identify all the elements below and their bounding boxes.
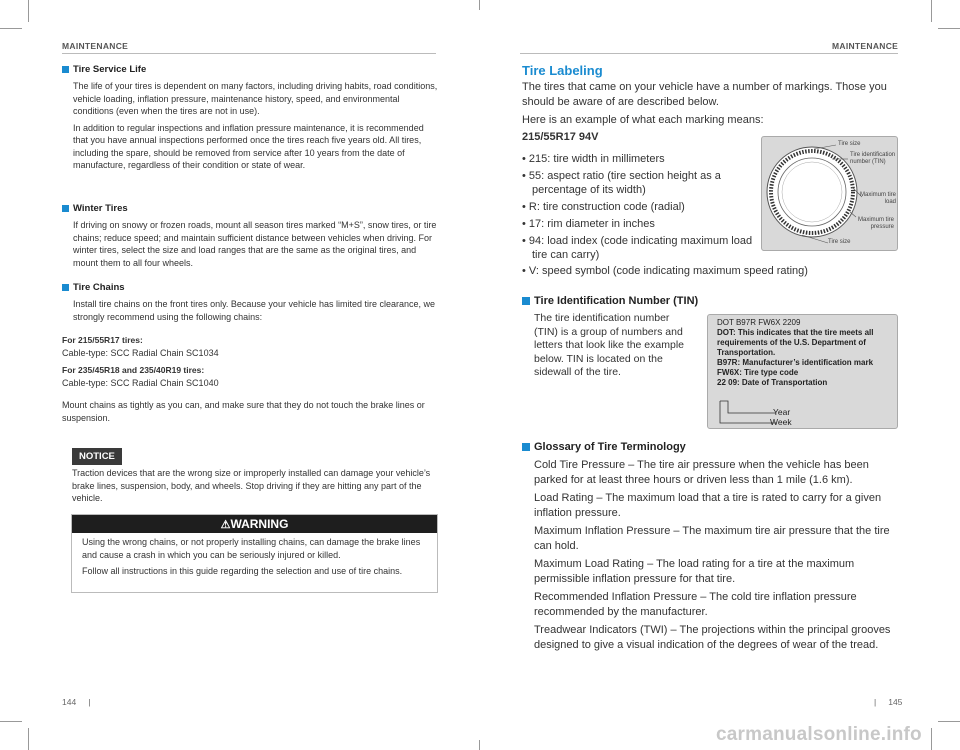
warning-paragraph: Using the wrong chains, or not properly installing chains, can damage the brake lines and cause a crash in which you can be seriously injured or killed. — [82, 537, 421, 560]
tin-year-label: Year — [773, 407, 791, 417]
crop-mark — [0, 28, 22, 29]
winter-tires-paragraph: If driving on snowy or frozen roads, mount all season tires marked “M+S”, snow tires, or tire chains; reduce speed; and maintain sufficient distance between vehicles when driving. For winter tires, select the size and load ranges that are the same as the original tires, and mount them to all four wheels. — [73, 220, 437, 268]
section-square-icon — [62, 205, 69, 212]
diagram-label-max-load: Maximum tire load — [860, 192, 897, 205]
warning-header: ⚠WARNING — [72, 515, 437, 533]
glossary-title: Glossary of Tire Terminology — [522, 441, 686, 453]
tire-code-bullets — [522, 152, 754, 265]
tire-chains-section — [62, 282, 438, 424]
chain-type: Cable-type: SCC Radial Chain SC1034 — [62, 347, 219, 358]
tin-example-box — [707, 314, 898, 429]
warning-triangle-icon: ⚠ — [220, 519, 231, 531]
crop-mark — [28, 728, 29, 750]
tin-fw6x-desc: FW6X: Tire type code — [717, 368, 799, 377]
tire-service-paragraph: In addition to regular inspections and inflation pressure maintenance, it is recommended that you have annual inspections performed once the tires reach five years old. All tires, including the spare, should be removed from service after 10 years from the date of manufacture, regardless of their condition or state of wear. — [73, 122, 424, 170]
chain-size-label: For 235/45R18 and 235/40R19 tires: — [62, 365, 205, 375]
chain-type: Cable-type: SCC Radial Chain SC1040 — [62, 377, 219, 388]
crop-mark — [931, 0, 932, 22]
tire-service-section — [62, 64, 438, 172]
crop-mark — [28, 0, 29, 22]
bullet-item: • R: tire construction code (radial) — [522, 201, 685, 213]
crop-mark — [938, 28, 960, 29]
winter-tires-title: Winter Tires — [62, 203, 438, 214]
left-page-number: 144 | — [62, 697, 91, 707]
tin-description: The tire identification number (TIN) is a group of numbers and letters that look like the example below. TIN is located on the sidewall of the tire. — [534, 312, 684, 378]
tin-dot-desc: DOT: This indicates that the tire meets all requirements of the U.S. Department of Transportation. — [717, 328, 874, 357]
tire-service-title: Tire Service Life — [62, 64, 438, 75]
right-page-number: | 145 — [874, 697, 903, 707]
chain-size-label: For 215/55R17 tires: — [62, 335, 143, 345]
section-square-icon — [62, 284, 69, 291]
glossary-item: Load Rating – The maximum load that a tire is rated to carry for a given inflation pressure. — [534, 492, 882, 519]
tin-date-desc: 22 09: Date of Transportation — [717, 378, 828, 387]
tire-labeling-intro: The tires that came on your vehicle have a number of markings. Those you should be aware of are described below. Here is an example of what each marking means: 215/55R17 94V — [522, 80, 898, 144]
notice-text: Traction devices that are the wrong size or improperly installed can damage your vehicle’s brake lines, suspension, body, and wheels. Stop driving if they are hitting any part of the vehicle. — [72, 468, 431, 503]
tire-chains-paragraph: Install tire chains on the front tires only. Because your vehicle has limited tire clearance, we strongly recommend using the following chains: — [73, 299, 436, 322]
header-rule — [62, 53, 436, 54]
diagram-label-tire-size: Tire size — [828, 239, 851, 245]
diagram-label-max-pressure: Maximum tire pressure — [857, 217, 894, 230]
glossary-item: Maximum Inflation Pressure – The maximum tire air pressure that the tire can hold. — [534, 525, 890, 552]
notice-label: NOTICE — [72, 448, 122, 465]
crop-mark — [0, 721, 22, 722]
tire-chains-paragraph: Mount chains as tightly as you can, and make sure that they do not touch the brake lines or suspension. — [62, 400, 425, 423]
section-square-icon — [62, 66, 69, 73]
warning-box — [71, 514, 438, 593]
crop-mark — [479, 740, 480, 750]
bullet-item: • 55: aspect ratio (tire section height as a percentage of its width) — [522, 170, 721, 196]
glossary-item: Maximum Load Rating – The load rating for a tire at the maximum permissible inflation pressure for that tire. — [534, 558, 855, 585]
tin-title: Tire Identification Number (TIN) — [522, 295, 698, 307]
crop-mark — [931, 728, 932, 750]
winter-tires-section — [62, 203, 438, 269]
header-rule — [520, 53, 898, 54]
tin-b97r-desc: B97R: Manufacturer’s identification mark — [717, 358, 874, 367]
diagram-label-tire-size: Tire size — [838, 141, 861, 147]
watermark: carmanualsonline.info — [716, 724, 922, 745]
tire-labeling-title: Tire Labeling — [522, 63, 603, 78]
crop-mark — [938, 721, 960, 722]
tin-code: DOT B97R FW6X 2209 — [717, 318, 801, 327]
section-square-icon — [522, 297, 530, 305]
tire-size-code: 215/55R17 94V — [522, 130, 599, 143]
bullet-item: • V: speed symbol (code indicating maximum speed rating) — [522, 265, 808, 277]
tire-code-bullet-last — [522, 264, 898, 281]
diagram-label-tin: Tire identification number (TIN) — [850, 152, 896, 165]
glossary-item: Cold Tire Pressure – The tire air pressure when the vehicle has been parked for at least three hours or driven less than 1 mile (1.6 km). — [534, 459, 869, 486]
glossary-list — [534, 458, 898, 652]
bullet-item: • 215: tire width in millimeters — [522, 153, 665, 165]
warning-paragraph: Follow all instructions in this guide regarding the selection and use of tire chains. — [82, 566, 403, 576]
crop-mark — [479, 0, 480, 10]
tire-diagram — [761, 136, 898, 251]
tire-service-paragraph: The life of your tires is dependent on many factors, including driving habits, road conditions, vehicle loading, inflation pressure, maintenance history, speed, and environmental conditions (even when the tires are not in use). — [73, 81, 438, 116]
left-page-header: MAINTENANCE — [62, 41, 129, 51]
tin-week-label: Week — [770, 417, 792, 427]
glossary-item: Recommended Inflation Pressure – The cold tire inflation pressure recommended by the manufacturer. — [534, 591, 857, 618]
bullet-item: • 17: rim diameter in inches — [522, 218, 655, 230]
glossary-item: Treadwear Indicators (TWI) – The projections within the principal grooves designed to give a visual indication of the degrees of wear of the tread. — [534, 624, 891, 651]
tire-labeling-example: Here is an example of what each marking means: — [522, 114, 764, 126]
section-square-icon — [522, 443, 530, 451]
tire-chains-title: Tire Chains — [62, 282, 438, 293]
bullet-item: • 94: load index (code indicating maximum load tire can carry) — [522, 235, 753, 261]
right-page-header: MAINTENANCE — [832, 41, 899, 51]
